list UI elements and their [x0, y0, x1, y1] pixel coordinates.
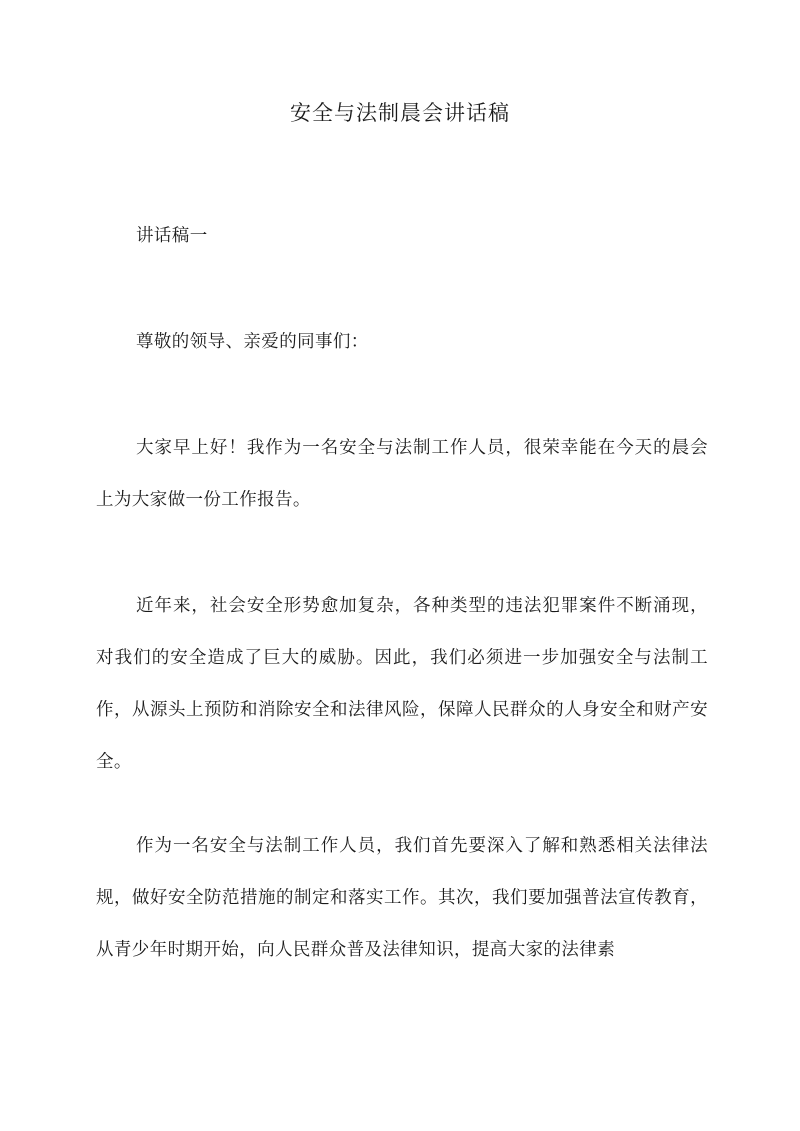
document-title: 安全与法制晨会讲话稿: [290, 101, 510, 125]
paragraph-situation: 近年来，社会安全形势愈加复杂，各种类型的违法犯罪案件不断涌现，对我们的安全造成了巨大的威胁。因此，我们必须进一步加强安全与法制工作，从源头上预防和消除安全和法律风险，保障人民群众的人身安全和财产安全。: [96, 596, 708, 772]
paragraph-measures: 作为一名安全与法制工作人员，我们首先要深入了解和熟悉相关法律法规，做好安全防范措施的制定和落实工作。其次，我们要加强普法宣传教育，从青少年时期开始，向人民群众普及法律知识，提高大家的法律素: [96, 836, 708, 960]
section-label: 讲话稿一: [136, 226, 208, 246]
salutation: 尊敬的领导、亲爱的同事们：: [136, 332, 369, 352]
paragraph-intro: 大家早上好！我作为一名安全与法制工作人员，很荣幸能在今天的晨会上为大家做一份工作报告。: [96, 438, 708, 510]
